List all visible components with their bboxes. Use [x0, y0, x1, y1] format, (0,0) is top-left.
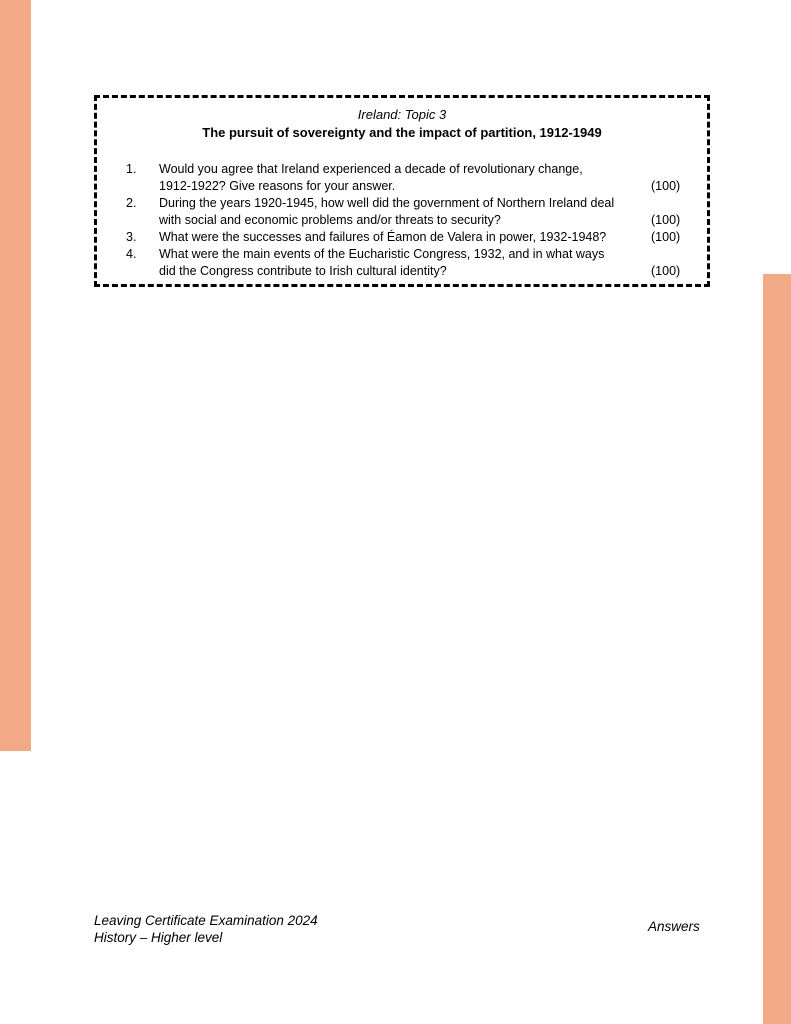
question-line: did the Congress contribute to Irish cultural identity? — [159, 264, 447, 278]
question-marks: (100) — [651, 264, 681, 278]
question-marks: (100) — [651, 179, 681, 193]
left-accent-bar — [0, 0, 31, 751]
question-number: 2. — [126, 196, 137, 210]
topic-title: The pursuit of sovereignty and the impact of partition, 1912-1949 — [202, 125, 602, 140]
question-text — [159, 195, 637, 229]
topic-heading: Ireland: Topic 3 — [357, 107, 447, 122]
footer-exam-title: Leaving Certificate Examination 2024 — [94, 913, 318, 928]
footer-exam-info — [94, 912, 318, 946]
question-number: 3. — [126, 230, 137, 244]
right-accent-bar — [763, 274, 791, 1024]
question-box — [94, 95, 710, 287]
question-marks: (100) — [651, 230, 681, 244]
question-text — [159, 161, 637, 195]
question-text — [159, 229, 637, 246]
question-line: Would you agree that Ireland experienced a decade of revolutionary change, — [159, 162, 583, 176]
question-line: What were the successes and failures of Éamon de Valera in power, 1932-1948? — [159, 230, 607, 244]
question-line: with social and economic problems and/or threats to security? — [159, 213, 501, 227]
question-line: What were the main events of the Eucharistic Congress, 1932, and in what ways — [159, 247, 605, 261]
footer-subject: History – Higher level — [94, 930, 223, 945]
question-line: During the years 1920-1945, how well did the government of Northern Ireland deal — [159, 196, 615, 210]
question-marks: (100) — [651, 213, 681, 227]
question-number: 1. — [126, 162, 137, 176]
footer-page-label: Answers — [648, 919, 700, 934]
question-text — [159, 246, 637, 280]
question-line: 1912-1922? Give reasons for your answer. — [159, 179, 396, 193]
question-number: 4. — [126, 247, 137, 261]
